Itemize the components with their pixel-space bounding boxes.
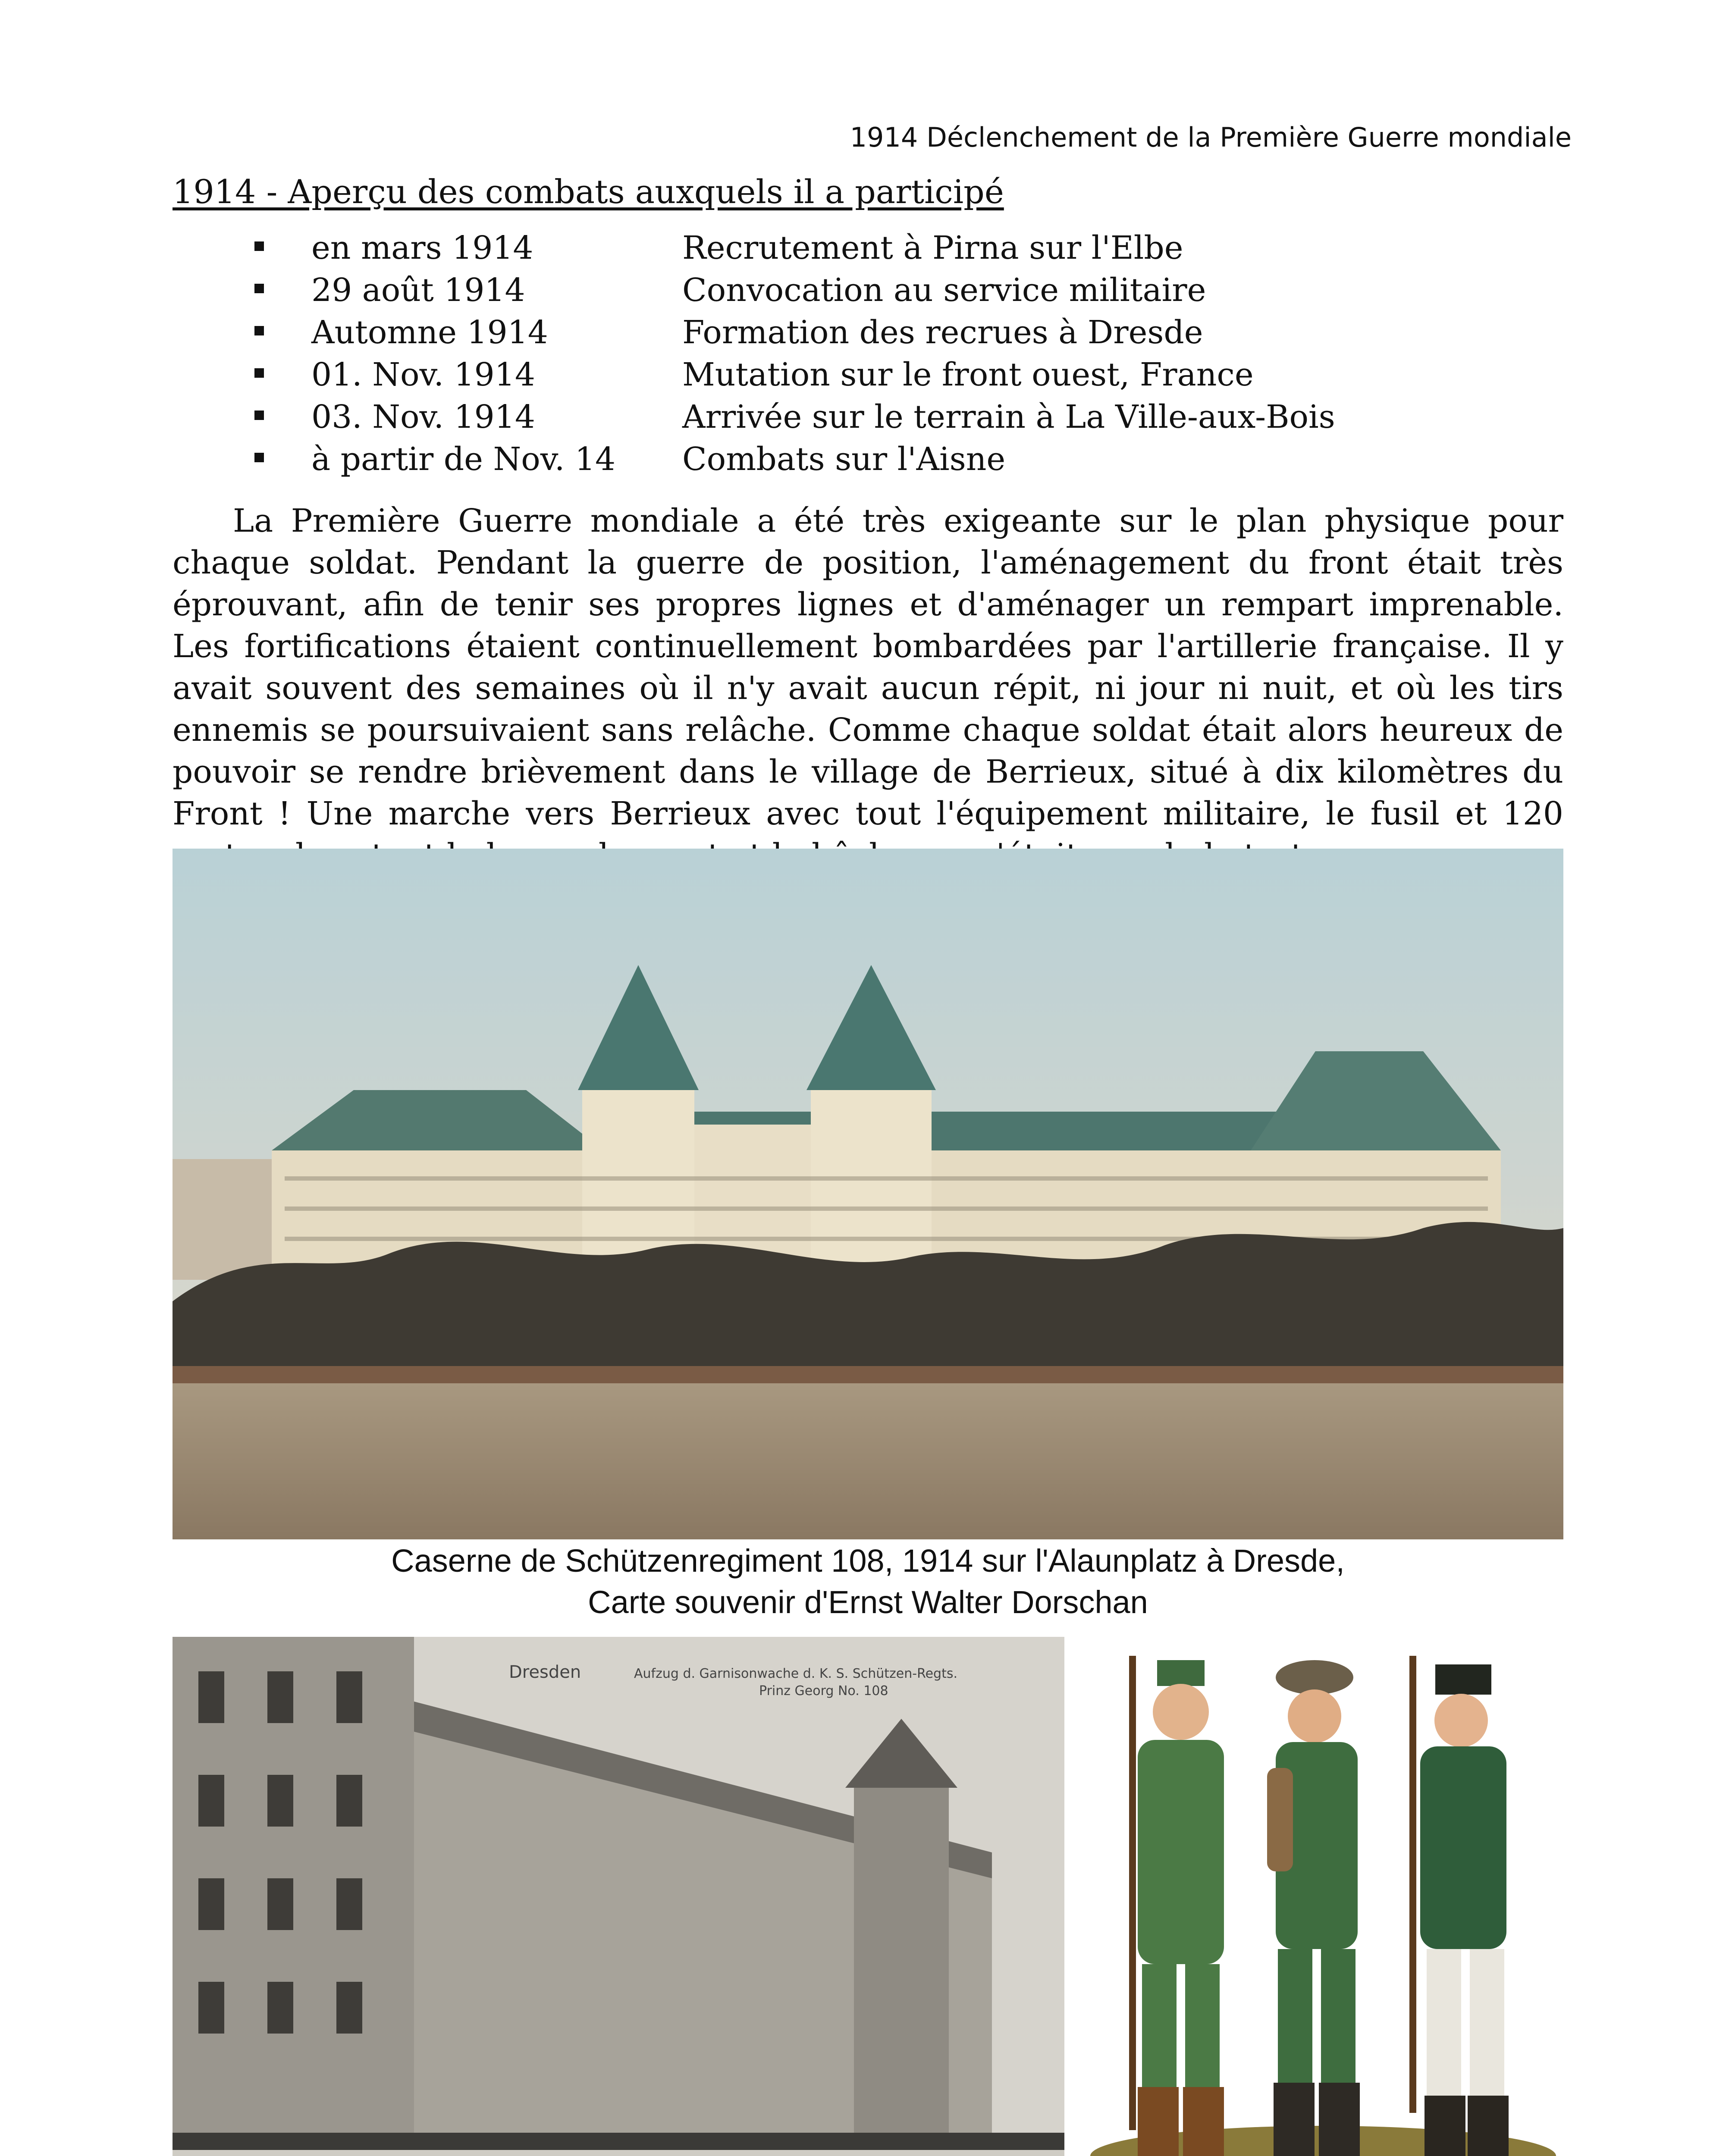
bullet-icon xyxy=(254,411,264,420)
uniform-figures xyxy=(1082,1656,1563,2156)
postcard-label-line-1: Aufzug d. Garnisonwache d. K. S. Schützen-Regts. xyxy=(634,1666,958,1681)
body-paragraph: La Première Guerre mondiale a été très exigeante sur le plan physique pour chaque soldat. Pendant la guerre de position, l'aménagement du front était très éprouvant, afin de tenir ses propres lignes et d'aménager un rempart imprenable. Les fortifications étaient continuellement bombardées par l'artillerie française. Il y avait souvent des semaines où il n'y avait aucun répit, ni jour ni nuit, et où les tirs ennemis se poursuivaient sans relâche. Comme chaque soldat était alors heureux de pouvoir se rendre brièvement dans le village de Berrieux, situé à dix kilomètres du Front ! Une marche vers Berrieux avec tout l'équipement militaire, le fusil et 120 xyxy=(173,502,1563,832)
barracks-illustration xyxy=(173,849,1563,1539)
soldiers-illustration xyxy=(1082,1656,1563,2156)
section-title: 1914 - Aperçu des combats auxquels il a participé xyxy=(173,172,1004,211)
timeline-date: Automne 1914 xyxy=(311,314,548,351)
soldiers-row xyxy=(173,2133,1064,2150)
timeline-event: Formation des recrues à Dresde xyxy=(682,314,1203,351)
bullet-icon xyxy=(254,326,264,335)
postcard-illustration xyxy=(173,1637,1064,2156)
parade-ground xyxy=(173,1383,1563,1539)
postcard-tower xyxy=(854,1788,949,2133)
bullet-icon xyxy=(254,284,264,293)
timeline-event: Combats sur l'Aisne xyxy=(682,441,1006,478)
timeline-date: en mars 1914 xyxy=(311,229,533,266)
list-item xyxy=(254,314,1419,356)
timeline-event: Convocation au service militaire xyxy=(682,272,1206,309)
courtyard xyxy=(173,2150,1064,2156)
timeline-date: 03. Nov. 1914 xyxy=(311,398,535,436)
timeline-list xyxy=(254,229,1419,483)
bullet-icon xyxy=(254,453,264,462)
garrison-postcard xyxy=(173,1637,1064,2156)
running-header: 1914 Déclenchement de la Première Guerre mondiale xyxy=(850,122,1572,153)
caption-line-1: Caserne de Schützenregiment 108, 1914 sur l'Alaunplatz à Dresde, xyxy=(391,1543,1345,1579)
timeline-date: 01. Nov. 1914 xyxy=(311,356,535,393)
list-item xyxy=(254,441,1419,483)
figure-caption xyxy=(173,1540,1563,1623)
postcard-city: Dresden xyxy=(509,1662,581,1682)
list-item xyxy=(254,272,1419,314)
list-item xyxy=(254,229,1419,272)
boundary-wall xyxy=(173,1366,1563,1383)
timeline-date: à partir de Nov. 14 xyxy=(311,441,616,478)
barracks-photo xyxy=(173,849,1563,1539)
bullet-icon xyxy=(254,368,264,378)
list-item xyxy=(254,356,1419,398)
timeline-event: Arrivée sur le terrain à La Ville-aux-Bois xyxy=(682,398,1335,436)
caption-line-2: Carte souvenir d'Ernst Walter Dorschan xyxy=(588,1584,1148,1620)
distant-houses xyxy=(173,1159,285,1280)
timeline-event: Recrutement à Pirna sur l'Elbe xyxy=(682,229,1183,266)
timeline-event: Mutation sur le front ouest, France xyxy=(682,356,1254,393)
list-item xyxy=(254,398,1419,441)
postcard-label-line-2: Prinz Georg No. 108 xyxy=(759,1683,888,1698)
bullet-icon xyxy=(254,241,264,251)
timeline-date: 29 août 1914 xyxy=(311,272,525,309)
